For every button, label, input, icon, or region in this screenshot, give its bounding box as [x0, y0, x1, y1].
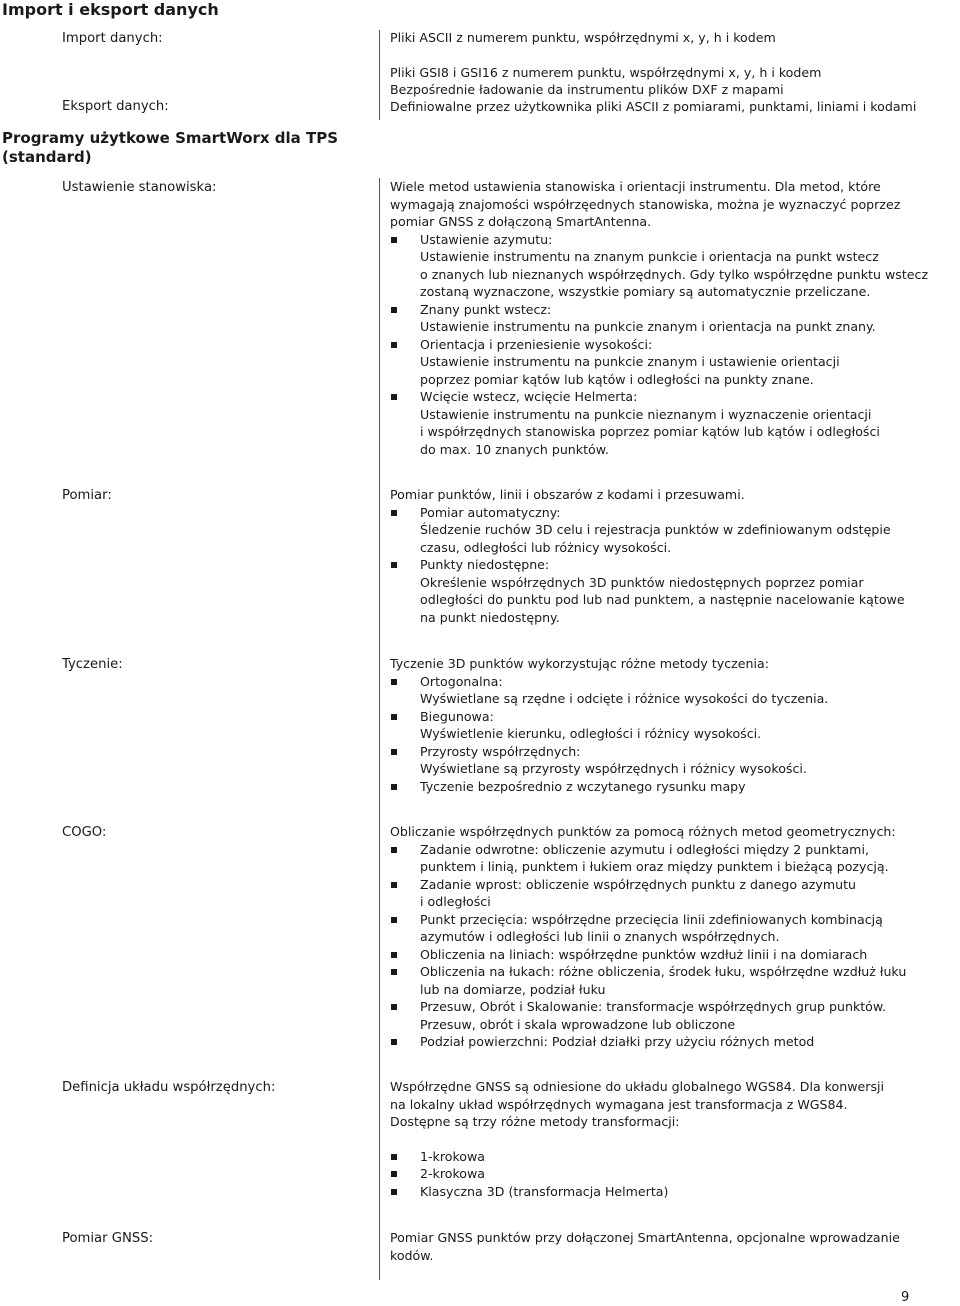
text-line: Tyczenie 3D punktów wykorzystując różne metody tyczenia:	[390, 656, 769, 671]
content-measure	[390, 486, 960, 626]
bullet-item	[390, 841, 960, 876]
bullet-item	[390, 301, 960, 336]
bullet-square-icon	[391, 394, 397, 400]
text-line: poprzez pomiar kątów lub kątów i odległości na punkty znane.	[420, 371, 814, 387]
text-line: Ustawienie instrumentu na znanym punkcie i orientacja na punkt wstecz	[420, 249, 879, 264]
label-stakeout: Tyczenie:	[62, 657, 123, 672]
text-line: Znany punkt wstecz:	[420, 301, 552, 317]
bullet-square-icon	[391, 952, 397, 958]
content-stakeout	[390, 655, 960, 795]
bullet-square-icon	[391, 1154, 397, 1160]
bullet-item	[390, 673, 960, 708]
text-line: wymagają znajomości współrzęednych stanowiska, można je wyznaczyć poprzez	[390, 196, 901, 212]
bullet-item	[390, 1183, 960, 1201]
bullet-item	[390, 876, 960, 911]
bullet-item	[390, 998, 960, 1033]
bullet-item	[390, 1033, 960, 1051]
text-line: pomiar GNSS z dołączoną SmartAntenna.	[390, 214, 652, 229]
text-line: Orientacja i przeniesienie wysokości:	[420, 336, 653, 352]
label-measure: Pomiar:	[62, 488, 112, 503]
bullet-square-icon	[391, 307, 397, 313]
text-line: 2-krokowa	[420, 1166, 486, 1181]
text-line: Określenie współrzędnych 3D punktów niedostępnych poprzez pomiar	[420, 574, 864, 590]
column-divider-top	[379, 30, 380, 120]
text-line: Ustawienie instrumentu na punkcie znanym i ustawienie orientacji	[420, 354, 840, 369]
text-line: Ustawienie azymutu:	[420, 231, 553, 247]
text-line: Biegunowa:	[420, 708, 494, 724]
label-coordinate-system: Definicja układu współrzędnych:	[62, 1080, 276, 1095]
text-line: kodów.	[390, 1247, 434, 1263]
content-import	[390, 29, 960, 47]
column-divider-main	[379, 178, 380, 1280]
text-line: Ustawienie instrumentu na punkcie nieznanym i wyznaczenie orientacji	[420, 406, 872, 422]
bullet-square-icon	[391, 562, 397, 568]
text-line: Pliki ASCII z numerem punktu, współrzędnymi x, y, h i kodem	[390, 30, 776, 45]
bullet-item	[390, 946, 960, 964]
spacer	[390, 1131, 960, 1148]
text-line: Pomiar automatyczny:	[420, 504, 561, 520]
text-line: i odległości	[420, 894, 491, 909]
text-line: lub na domiarze, podział łuku	[420, 981, 606, 997]
bullet-square-icon	[391, 679, 397, 685]
text-line: Zadanie wprost: obliczenie współrzędnych punktu z danego azymutu	[420, 876, 857, 892]
text-line: odległości do punktu pod lub nad punktem, a następnie nacelowanie kątowe	[420, 592, 905, 607]
content-export	[390, 64, 960, 115]
bullet-square-icon	[391, 847, 397, 853]
text-line: Definiowalne przez użytkownika pliki ASCII z pomiarami, punktami, liniami i kodami	[390, 99, 917, 114]
bullet-square-icon	[391, 714, 397, 720]
text-line: Wiele metod ustawienia stanowiska i orientacji instrumentu. Dla metod, które	[390, 179, 881, 194]
bullet-item	[390, 556, 960, 626]
bullet-square-icon	[391, 510, 397, 516]
text-line: Punkty niedostępne:	[420, 557, 550, 572]
page-number: 9	[901, 1290, 910, 1305]
text-line: Pliki GSI8 i GSI16 z numerem punktu, współrzędnymi x, y, h i kodem	[390, 65, 822, 80]
bullet-item	[390, 1165, 960, 1183]
bullet-square-icon	[391, 969, 397, 975]
bullet-item	[390, 911, 960, 946]
bullet-item	[390, 963, 960, 998]
text-line: Pomiar punktów, linii i obszarów z kodami i przesuwami.	[390, 487, 745, 502]
text-line: Ortogonalna:	[420, 673, 503, 689]
bullet-item	[390, 231, 960, 301]
bullet-square-icon	[391, 1189, 397, 1195]
text-line: Przesuw, Obrót i Skalowanie: transformacje współrzędnych grup punktów.	[420, 999, 887, 1014]
bullet-item	[390, 778, 960, 796]
text-line: Wyświetlane są rzędne i odcięte i różnice wysokości do tyczenia.	[420, 691, 829, 706]
bullet-square-icon	[391, 1039, 397, 1045]
text-line: Bezpośrednie ładowanie da instrumentu plików DXF z mapami	[390, 82, 784, 97]
text-line: czasu, odległości lub różnicy wysokości.	[420, 539, 672, 555]
label-import: Import danych:	[62, 31, 163, 46]
text-line: na lokalny układ współrzędnych wymagana jest transformacja z WGS84.	[390, 1096, 848, 1112]
content-station-setup	[390, 178, 960, 458]
text-line: Zadanie odwrotne: obliczenie azymutu i odległości między 2 punktami,	[420, 841, 869, 857]
section-heading-programs: Programy użytkowe SmartWorx dla TPS (standard)	[2, 129, 339, 166]
text-line: Dostępne są trzy różne metody transformacji:	[390, 1114, 680, 1129]
text-line: do max. 10 znanych punktów.	[420, 441, 609, 457]
text-line: Obliczenia na liniach: współrzędne punktów wzdłuż linii i na domiarach	[420, 946, 868, 962]
text-line: 1-krokowa	[420, 1148, 486, 1164]
bullet-item	[390, 388, 960, 458]
text-line: Współrzędne GNSS są odniesione do układu globalnego WGS84. Dla konwersji	[390, 1079, 884, 1094]
text-line: Punkt przecięcia: współrzędne przecięcia linii zdefiniowanych kombinacją	[420, 911, 883, 927]
bullet-square-icon	[391, 784, 397, 790]
bullet-square-icon	[391, 1004, 397, 1010]
bullet-item	[390, 336, 960, 389]
section-heading-import-export: Import i eksport danych	[2, 0, 219, 19]
text-line: Obliczenia na łukach: różne obliczenia, środek łuku, współrzędne wzdłuż łuku	[420, 964, 907, 979]
text-line: azymutów i odległości lub linii o znanych współrzędnych.	[420, 929, 780, 944]
bullet-square-icon	[391, 1171, 397, 1177]
text-line: Podział powierzchni: Podział działki przy użyciu różnych metod	[420, 1034, 815, 1049]
text-line: zostaną wyznaczone, wszystkie pomiary są automatycznie przeliczane.	[420, 284, 871, 299]
bullet-item	[390, 743, 960, 778]
text-line: Wcięcie wstecz, wcięcie Helmerta:	[420, 389, 638, 404]
label-export: Eksport danych:	[62, 99, 169, 114]
bullet-square-icon	[391, 749, 397, 755]
bullet-item	[390, 504, 960, 557]
bullet-square-icon	[391, 917, 397, 923]
text-line: na punkt niedostępny.	[420, 609, 560, 625]
content-cogo	[390, 823, 960, 1051]
bullet-square-icon	[391, 237, 397, 243]
bullet-item	[390, 1148, 960, 1166]
text-line: i współrzędnych stanowiska poprzez pomiar kątów lub kątów i odległości	[420, 424, 880, 439]
content-gnss	[390, 1229, 960, 1264]
text-line: Przyrosty współrzędnych:	[420, 743, 581, 759]
text-line: Śledzenie ruchów 3D celu i rejestracja punktów w zdefiniowanym odstępie	[420, 522, 891, 537]
text-line: Wyświetlenie kierunku, odległości i różnicy wysokości.	[420, 726, 762, 741]
label-gnss: Pomiar GNSS:	[62, 1231, 154, 1246]
text-line: Obliczanie współrzędnych punktów za pomocą różnych metod geometrycznych:	[390, 824, 896, 839]
text-line: Wyświetlane są przyrosty współrzędnych i różnicy wysokości.	[420, 761, 807, 776]
bullet-square-icon	[391, 342, 397, 348]
text-line: Tyczenie bezpośrednio z wczytanego rysunku mapy	[420, 778, 746, 794]
text-line: Klasyczna 3D (transformacja Helmerta)	[420, 1183, 669, 1199]
text-line: o znanych lub nieznanych współrzędnych. Gdy tylko współrzędne punktu wstecz	[420, 266, 929, 282]
text-line: Przesuw, obrót i skala wprowadzone lub obliczone	[420, 1016, 736, 1032]
content-coordinate-system	[390, 1078, 960, 1200]
bullet-square-icon	[391, 882, 397, 888]
text-line: Ustawienie instrumentu na punkcie znanym i orientacja na punkt znany.	[420, 319, 876, 334]
text-line: punktem i linią, punktem i łukiem oraz między punktem i bieżącą pozycją.	[420, 859, 889, 874]
label-cogo: COGO:	[62, 825, 107, 840]
bullet-item	[390, 708, 960, 743]
text-line: Pomiar GNSS punktów przy dołączonej SmartAntenna, opcjonalne wprowadzanie	[390, 1230, 900, 1245]
label-station-setup: Ustawienie stanowiska:	[62, 180, 217, 195]
